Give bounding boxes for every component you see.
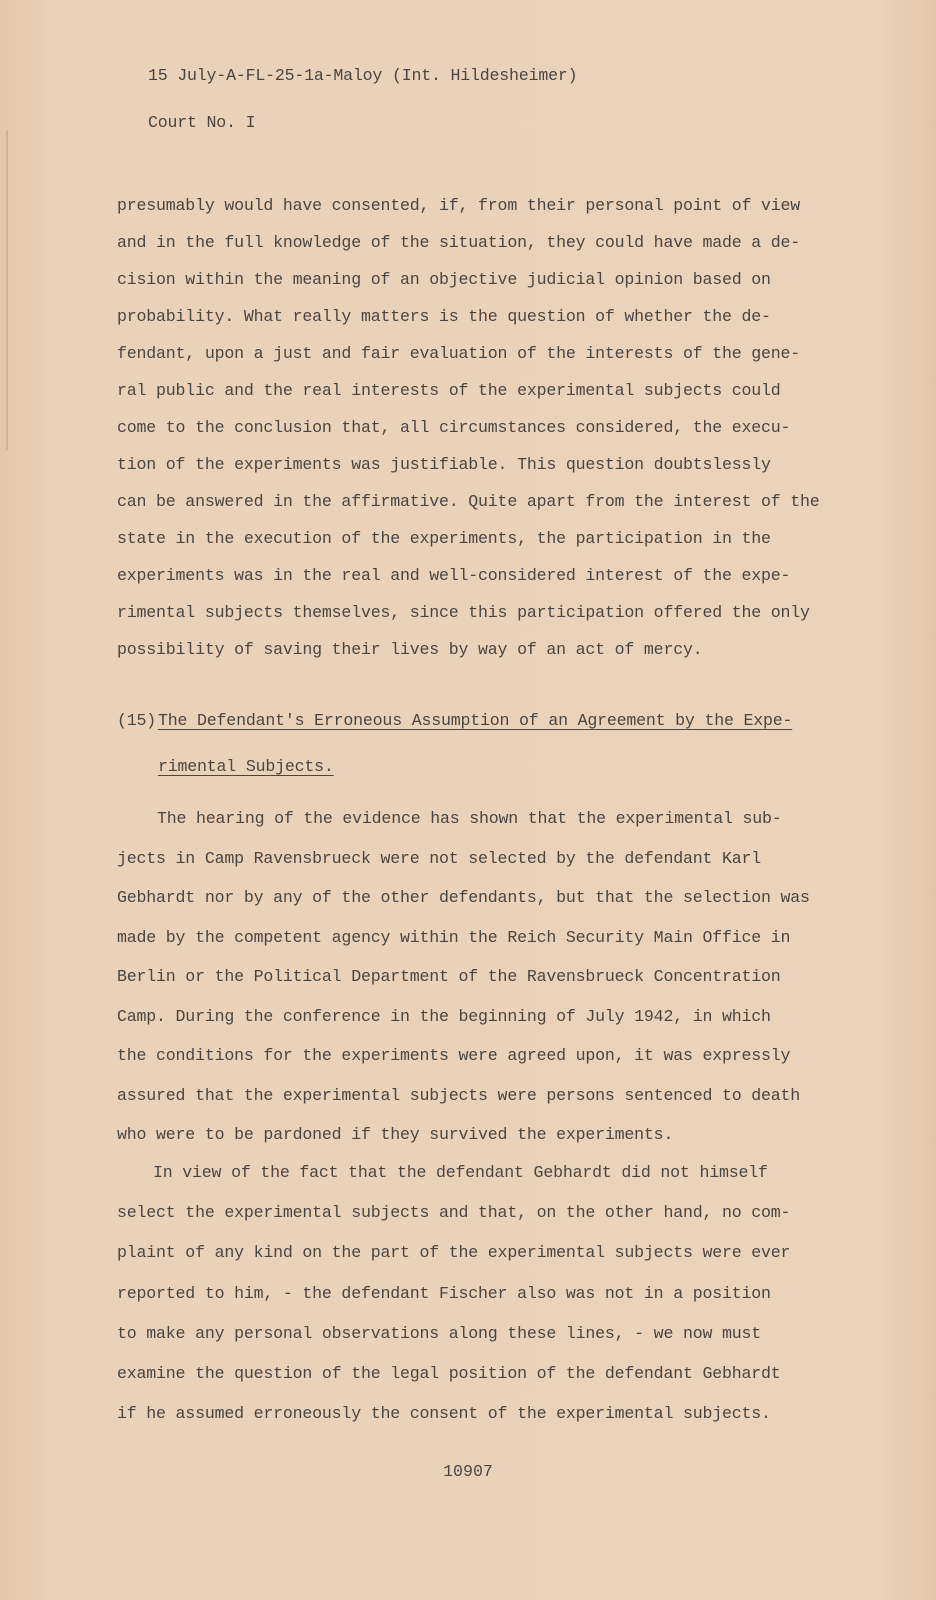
paragraph-2-line: assured that the experimental subjects were persons sentenced to death xyxy=(117,1085,801,1105)
paragraph-1-line: probability. What really matters is the question of whether the de- xyxy=(117,307,771,326)
paragraph-2-line: The hearing of the evidence has shown that the experimental sub- xyxy=(157,809,782,828)
paragraph-1-line: rimental subjects themselves, since this participation offered the only xyxy=(117,603,810,622)
paragraph-2-line: jects in Camp Ravensbrueck were not selected by the defendant Karl xyxy=(117,848,762,868)
paragraph-3-line: examine the question of the legal position of the defendant Gebhardt xyxy=(117,1364,781,1383)
paragraph-1-line: state in the execution of the experiments, the participation in the xyxy=(117,529,771,548)
court-number: Court No. I xyxy=(148,113,256,132)
paragraph-1-line: and in the full knowledge of the situation, they could have made a de- xyxy=(117,233,801,252)
paragraph-1-line: possibility of saving their lives by way of an act of mercy. xyxy=(117,640,703,659)
paragraph-1-line: can be answered in the affirmative. Quite apart from the interest of the xyxy=(117,492,820,511)
paragraph-3-line: select the experimental subjects and that, on the other hand, no com- xyxy=(117,1203,791,1223)
paragraph-1-line: come to the conclusion that, all circumstances considered, the execu- xyxy=(117,418,791,437)
paragraph-3-line: plaint of any kind on the part of the experimental subjects were ever xyxy=(117,1243,791,1263)
paragraph-3-line: reported to him, - the defendant Fischer also was not in a position xyxy=(117,1283,771,1303)
section-heading-line-2: rimental Subjects. xyxy=(158,757,334,776)
document-reference: 15 July-A-FL-25-1a-Maloy (Int. Hildesheimer) xyxy=(148,66,578,85)
section-heading-line-1: The Defendant's Erroneous Assumption of an Agreement by the Expe- xyxy=(158,711,793,730)
page-edge-mark xyxy=(6,130,8,450)
page-number: 10907 xyxy=(443,1462,493,1481)
paragraph-3-line: In view of the fact that the defendant Gebhardt did not himself xyxy=(153,1163,768,1182)
paragraph-2-line: who were to be pardoned if they survived the experiments. xyxy=(117,1125,674,1144)
paragraph-2-line: Camp. During the conference in the beginning of July 1942, in which xyxy=(117,1006,771,1026)
paragraph-1-line: presumably would have consented, if, from their personal point of view xyxy=(117,196,801,215)
paragraph-2-line: Berlin or the Political Department of the Ravensbrueck Concentration xyxy=(117,967,781,986)
paragraph-3-line: if he assumed erroneously the consent of the experimental subjects. xyxy=(117,1404,771,1424)
paragraph-1-line: ral public and the real interests of the experimental subjects could xyxy=(117,381,781,400)
section-number: (15) xyxy=(117,711,157,730)
paragraph-1-line: cision within the meaning of an objective judicial opinion based on xyxy=(117,270,771,289)
paragraph-1-line: fendant, upon a just and fair evaluation of the interests of the gene- xyxy=(117,344,801,363)
paragraph-2-line: Gebhardt nor by any of the other defendants, but that the selection was xyxy=(117,888,810,907)
paragraph-3-line: to make any personal observations along these lines, - we now must xyxy=(117,1323,762,1343)
paragraph-2-line: the conditions for the experiments were agreed upon, it was expressly xyxy=(117,1046,791,1065)
paragraph-1-line: experiments was in the real and well-considered interest of the expe- xyxy=(117,566,791,585)
paragraph-2-line: made by the competent agency within the Reich Security Main Office in xyxy=(117,927,791,947)
paragraph-1-line: tion of the experiments was justifiable. This question doubtslessly xyxy=(117,455,771,474)
